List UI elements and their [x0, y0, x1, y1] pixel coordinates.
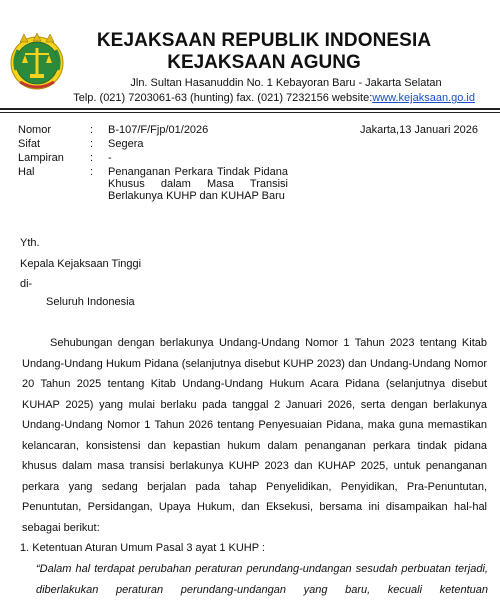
header-contact — [73, 92, 475, 104]
meta-key: Lampiran — [18, 152, 64, 164]
meta-key: Hal — [18, 166, 35, 178]
meta-row-hal — [18, 166, 478, 202]
list-item-1: 1. Ketentuan Aturan Umum Pasal 3 ayat 1 KUHP : — [20, 542, 265, 554]
meta-key: Sifat — [18, 138, 41, 150]
list-item-1-quote: “Dalam hal terdapat perubahan peraturan perundang-undangan sesudah perbuatan terjadi, diberlakukan peraturan perundang-undangan yang baru, kecuali ketentuan — [36, 563, 488, 596]
recipient-to: Kepala Kejaksaan Tinggi — [20, 258, 142, 270]
header-address: Jln. Sultan Hasanuddin No. 1 Kebayoran Baru - Jakarta Selatan — [130, 77, 442, 89]
header-divider-thin — [0, 112, 500, 113]
header-contact-text: Telp. (021) 7203061-63 (hunting) fax. (021) 7232156 website: — [73, 92, 373, 104]
meta-value: Segera — [108, 138, 144, 150]
meta-colon: : — [90, 138, 94, 150]
meta-value: - — [108, 152, 112, 164]
meta-value: B-107/F/Fjp/01/2026 — [108, 124, 209, 136]
recipient-di: di- — [20, 278, 33, 290]
meta-colon: : — [90, 124, 94, 136]
header-title-line1: KEJAKSAAN REPUBLIK INDONESIA — [96, 30, 432, 51]
letter-date: Jakarta,13 Januari 2026 — [359, 124, 478, 136]
website-link[interactable]: www.kejaksaan.go.id — [372, 92, 475, 104]
header-divider-thick — [0, 108, 500, 110]
recipient-place: Seluruh Indonesia — [46, 296, 135, 308]
meta-key: Nomor — [18, 124, 52, 136]
meta-value-subject: Penanganan Perkara Tindak Pidana Khusus dalam Masa Transisi Berlakunya KUHP dan KUHAP Baru — [108, 166, 288, 202]
meta-colon: : — [90, 152, 94, 164]
letter-meta — [18, 124, 478, 204]
header-title-line2: KEJAKSAAN AGUNG — [167, 52, 361, 73]
recipient-yth: Yth. — [20, 237, 40, 249]
meta-colon: : — [90, 166, 94, 178]
body-paragraph: Sehubungan dengan berlakunya Undang-Undang Nomor 1 Tahun 2023 tentang Kitab Undang-Undang Hukum Pidana (selanjutnya disebut KUHP 2023) dan Undang-Undang Nomor 20 Tahun 2025 tentang Kitab Undang-Undang Hukum Acara Pidana (selanjutnya disebut KUHAP 2025) yang mulai berlaku pada tanggal 2 Januari 2026, serta dengan berlakunya Undang-Undang Nomor 1 Tahun 2026 tentang Penyesuaian Pidana, maka guna memastikan kelancaran, konsistensi dan kepastian hukum dalam penanganan perkara tindak pidana khusus dalam masa transisi berlakunya KUHP 2023 dan KUHAP 2025, untuk penanganan perkara yang sedang berjalan pada tahap Penyelidikan, Penyidikan, Pra-Penuntutan, Penuntutan, Persidangan, Upaya Hukum, dan Eksekusi, bersama ini disampaikan hal-hal sebagai berikut: — [22, 337, 487, 534]
meta-row-sifat — [18, 138, 478, 150]
meta-row-lampiran — [18, 152, 478, 164]
